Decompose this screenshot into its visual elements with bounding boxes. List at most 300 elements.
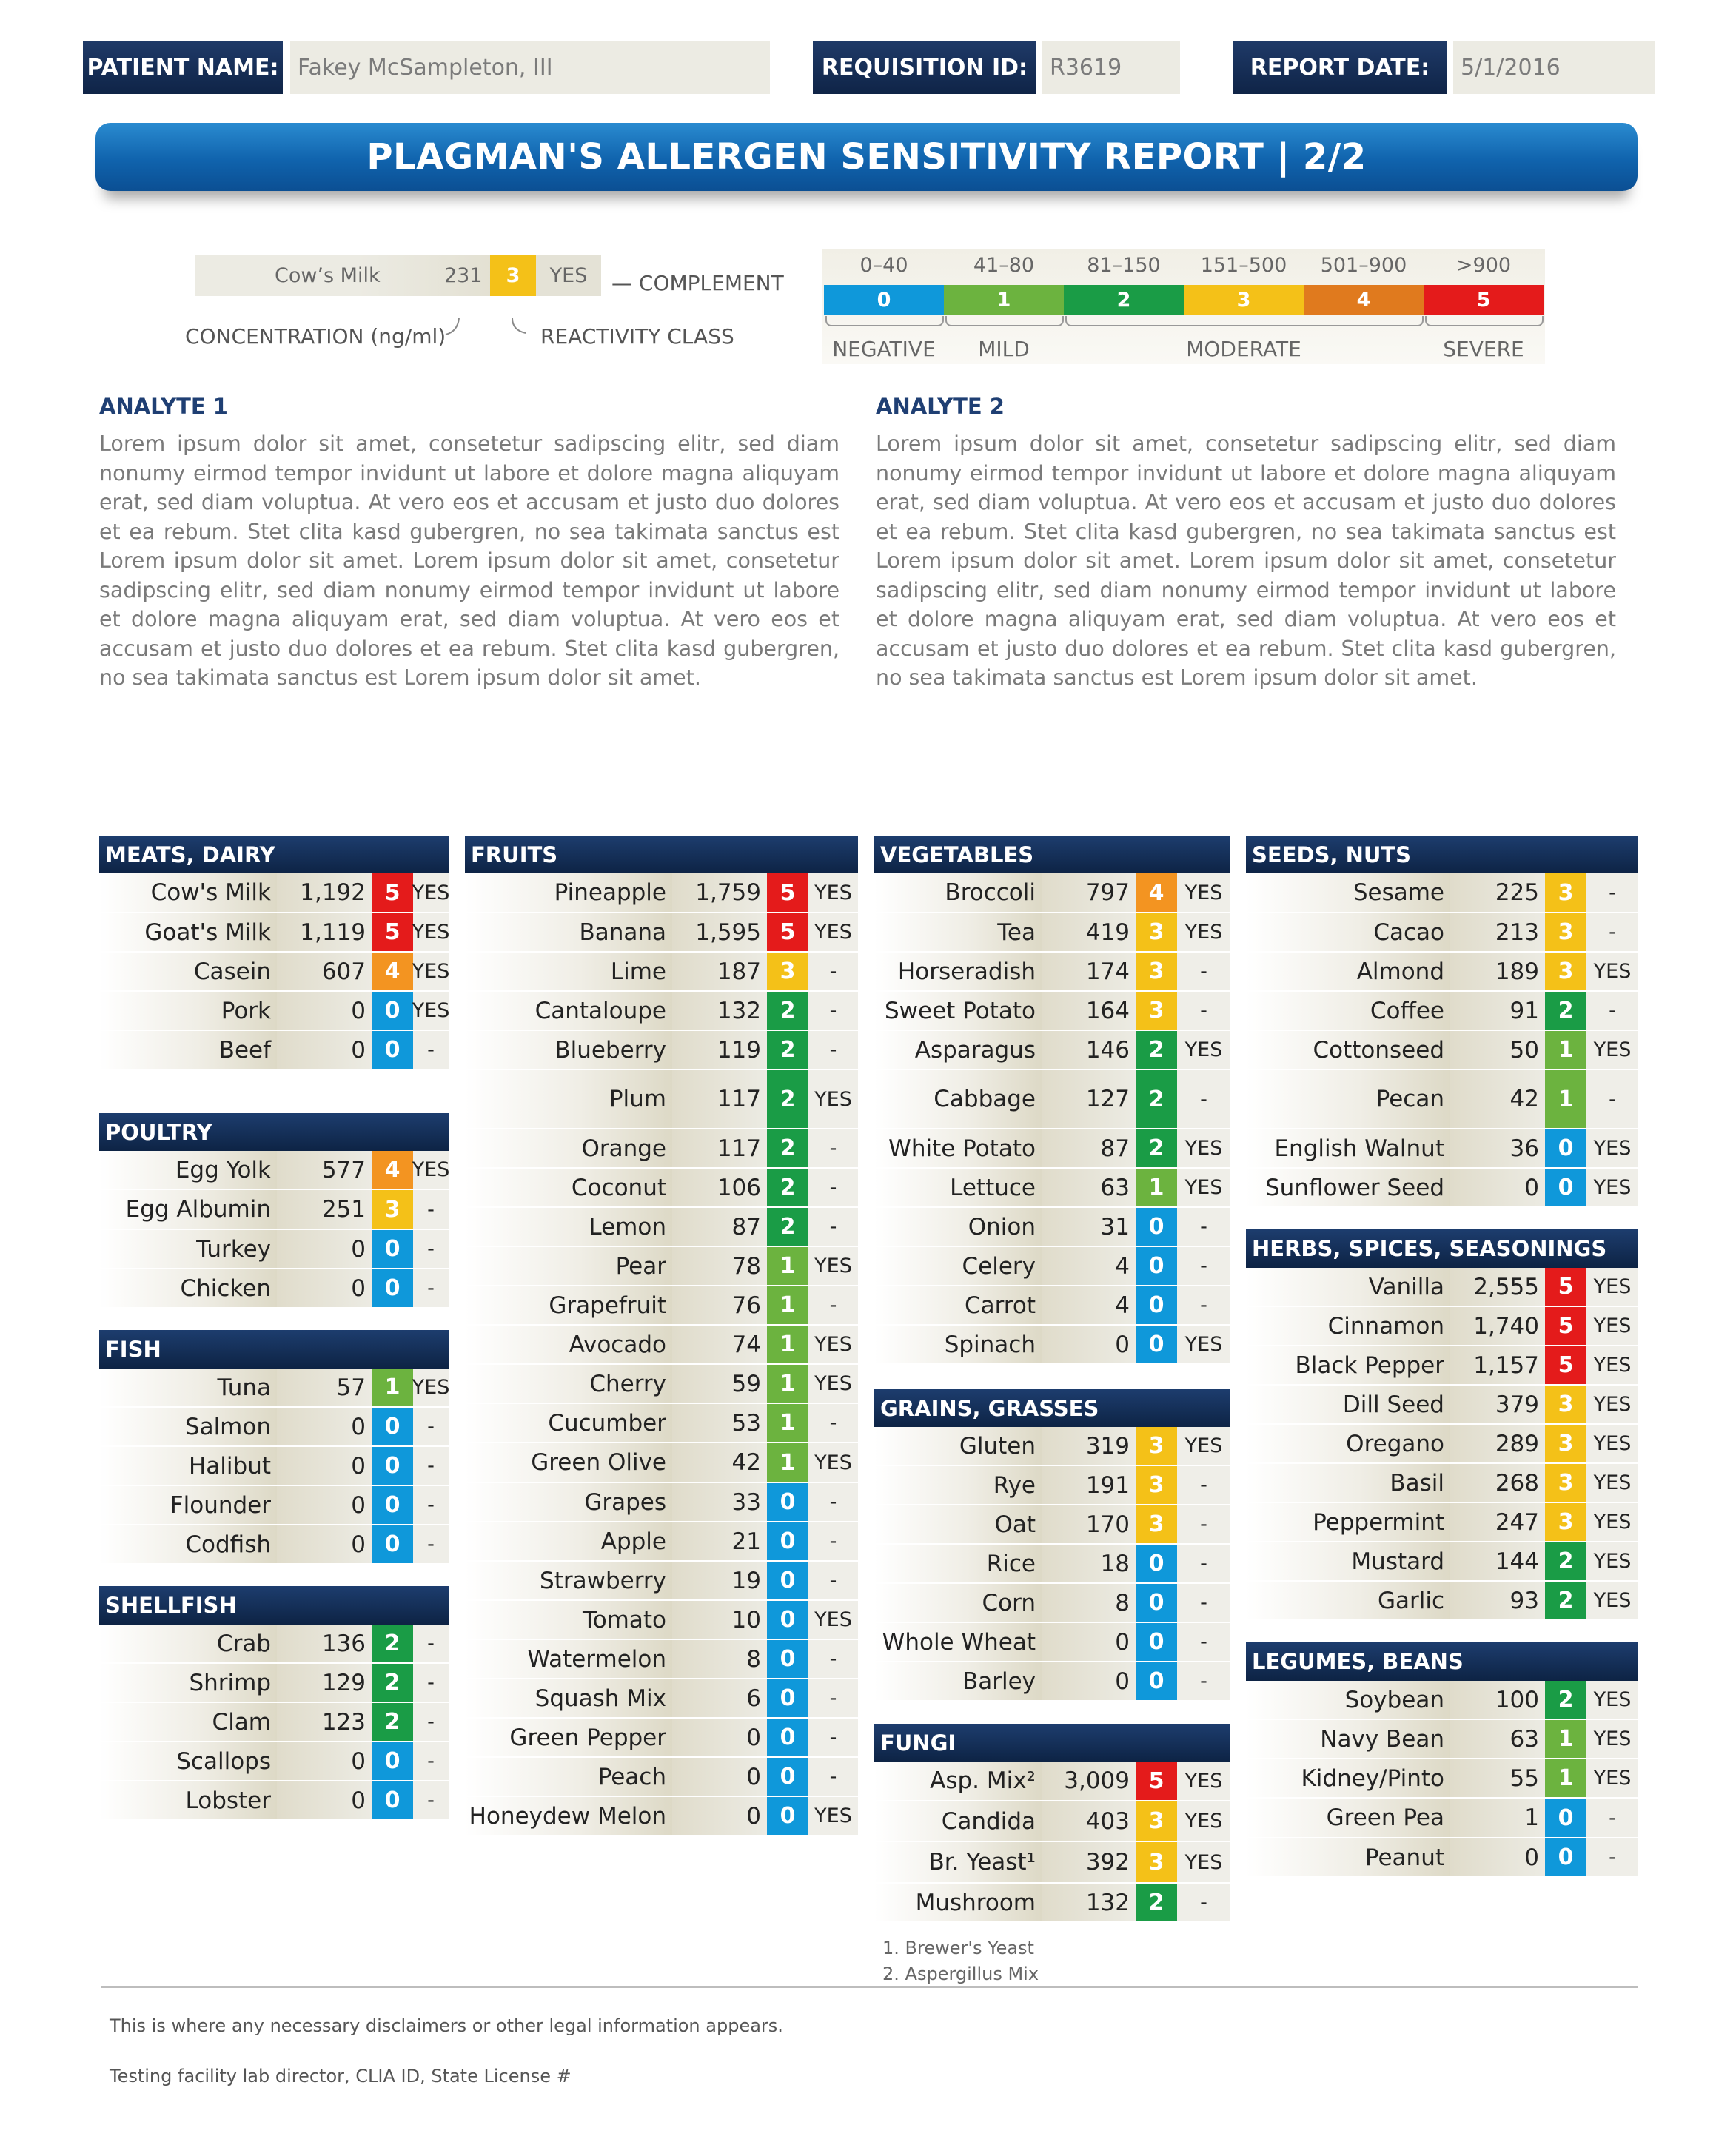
reactivity-class-badge: 1 — [1545, 1031, 1586, 1069]
complement-value: YES — [808, 1797, 858, 1835]
section-header-fish: FISH — [99, 1330, 449, 1369]
reactivity-class-badge: 0 — [372, 1269, 413, 1307]
complement-value: YES — [1177, 873, 1230, 912]
concentration-value: 403 — [1042, 1801, 1136, 1841]
reactivity-class-badge: 2 — [767, 1070, 808, 1128]
allergen-name: Cherry — [465, 1365, 672, 1403]
table-row — [1246, 1720, 1638, 1759]
table-row — [874, 1584, 1230, 1623]
complement-value: - — [808, 1522, 858, 1560]
table-row — [1246, 992, 1638, 1031]
table-row — [1246, 1425, 1638, 1464]
table-row — [465, 1070, 858, 1129]
table-row — [1246, 1464, 1638, 1503]
allergen-name: Almond — [1246, 953, 1450, 990]
allergen-name: Rye — [874, 1466, 1042, 1504]
allergen-name: Mustard — [1246, 1542, 1450, 1580]
legend-sample-conc: 231 — [444, 263, 483, 287]
concentration-value: 0 — [277, 1269, 372, 1307]
table-row — [1246, 1169, 1638, 1208]
complement-label: — COMPLEMENT — [611, 271, 784, 295]
reactivity-class-badge: 1 — [1136, 1169, 1177, 1206]
allergen-name: Tuna — [99, 1369, 277, 1406]
reactivity-class-badge: 5 — [372, 913, 413, 951]
concentration-value: 0 — [1042, 1326, 1136, 1363]
allergen-name: Green Pea — [1246, 1799, 1450, 1837]
allergen-name: Halibut — [99, 1447, 277, 1485]
range-label: 41–80 — [973, 254, 1035, 277]
reactivity-class-badge: 0 — [1136, 1584, 1177, 1622]
reactivity-class-badge: 3 — [767, 953, 808, 990]
table-row — [874, 873, 1230, 913]
concentration-value: 164 — [1042, 992, 1136, 1030]
reactivity-class-badge: 5 — [1545, 1346, 1586, 1384]
table-row — [99, 1664, 449, 1703]
concentration-value: 8 — [1042, 1584, 1136, 1622]
complement-value: - — [808, 1758, 858, 1796]
concentration-value: 0 — [672, 1797, 767, 1835]
reactivity-class-badge: 0 — [767, 1797, 808, 1835]
reactivity-class-badge: 3 — [1136, 1466, 1177, 1504]
complement-value: YES — [1586, 953, 1638, 990]
severe-brace — [1425, 316, 1544, 326]
allergen-name: Garlic — [1246, 1582, 1450, 1619]
allergen-name: Br. Yeast¹ — [874, 1842, 1042, 1882]
table-row — [99, 913, 449, 953]
allergen-name: Green Olive — [465, 1443, 672, 1482]
complement-value: - — [1177, 1070, 1230, 1128]
complement-value: - — [1177, 1208, 1230, 1246]
table-row — [874, 1247, 1230, 1286]
concentration-value: 106 — [672, 1169, 767, 1206]
class-swatch: 0 — [824, 285, 944, 315]
table-row — [465, 1129, 858, 1169]
complement-value: YES — [808, 913, 858, 951]
table-row — [465, 1522, 858, 1562]
table-row — [99, 1781, 449, 1821]
allergen-name: English Walnut — [1246, 1129, 1450, 1167]
reactivity-class-badge: 1 — [767, 1247, 808, 1285]
allergen-name: Cabbage — [874, 1070, 1042, 1128]
concentration-label: CONCENTRATION (ng/ml) — [185, 324, 446, 349]
complement-value: YES — [1586, 1759, 1638, 1797]
section-header-fungi: FUNGI — [874, 1724, 1230, 1762]
legend-pointer-lines — [437, 311, 548, 340]
reactivity-class-badge: 3 — [1136, 913, 1177, 951]
allergen-name: Cottonseed — [1246, 1031, 1450, 1069]
allergen-name: Onion — [874, 1208, 1042, 1246]
table-row — [99, 1408, 449, 1447]
reactivity-class-badge: 5 — [1545, 1268, 1586, 1306]
reactivity-class-badge: 0 — [372, 992, 413, 1030]
negative-brace — [825, 316, 944, 326]
complement-value: - — [1177, 1545, 1230, 1582]
allergen-name: Corn — [874, 1584, 1042, 1622]
complement-value: - — [413, 1486, 449, 1524]
complement-value: - — [1177, 1286, 1230, 1324]
allergen-name: Horseradish — [874, 953, 1042, 990]
complement-value: YES — [808, 1443, 858, 1482]
allergen-name: Egg Yolk — [99, 1151, 277, 1189]
reactivity-class-badge: 4 — [372, 953, 413, 990]
complement-value: YES — [1586, 1720, 1638, 1758]
complement-value: YES — [1177, 1842, 1230, 1882]
class-swatch: 3 — [1184, 285, 1304, 315]
complement-value: YES — [1177, 1326, 1230, 1363]
complement-value: YES — [1586, 1542, 1638, 1580]
allergen-name: Turkey — [99, 1230, 277, 1268]
table-row — [1246, 1129, 1638, 1169]
table-row — [465, 1247, 858, 1286]
concentration-value: 0 — [1042, 1662, 1136, 1700]
concentration-value: 225 — [1450, 873, 1545, 912]
concentration-value: 392 — [1042, 1842, 1136, 1882]
reactivity-class-badge: 3 — [1545, 953, 1586, 990]
table-row — [465, 1326, 858, 1365]
reactivity-class-badge: 1 — [1545, 1759, 1586, 1797]
complement-value: - — [413, 1031, 449, 1069]
table-row — [1246, 1346, 1638, 1386]
allergen-name: Whole Wheat — [874, 1623, 1042, 1661]
complement-value: - — [808, 1679, 858, 1717]
lab-director-info: Testing facility lab director, CLIA ID, State License # — [110, 2066, 572, 2086]
concentration-value: 1 — [1450, 1799, 1545, 1837]
complement-value: YES — [808, 1070, 858, 1128]
allergen-name: Lettuce — [874, 1169, 1042, 1206]
complement-value: - — [808, 953, 858, 990]
table-row — [1246, 1307, 1638, 1346]
reactivity-class-badge: 0 — [1136, 1286, 1177, 1324]
complement-value: YES — [1586, 1386, 1638, 1423]
concentration-value: 0 — [277, 992, 372, 1030]
reactivity-class-badge: 0 — [372, 1447, 413, 1485]
severity-moderate: MODERATE — [1186, 337, 1301, 361]
concentration-value: 2,555 — [1450, 1268, 1545, 1306]
complement-value: - — [808, 1129, 858, 1167]
table-row — [99, 1269, 449, 1309]
table-row — [1246, 1386, 1638, 1425]
complement-value: YES — [1177, 1129, 1230, 1167]
allergen-name: Celery — [874, 1247, 1042, 1285]
allergen-name: Watermelon — [465, 1640, 672, 1678]
allergen-name: Oat — [874, 1505, 1042, 1543]
concentration-value: 0 — [1042, 1623, 1136, 1661]
reactivity-class-badge: 0 — [1136, 1545, 1177, 1582]
concentration-value: 1,157 — [1450, 1346, 1545, 1384]
complement-value: - — [1586, 992, 1638, 1030]
concentration-value: 18 — [1042, 1545, 1136, 1582]
table-row — [99, 1230, 449, 1269]
concentration-value: 213 — [1450, 913, 1545, 951]
allergen-name: Cacao — [1246, 913, 1450, 951]
allergen-name: Coffee — [1246, 992, 1450, 1030]
concentration-value: 797 — [1042, 873, 1136, 912]
reactivity-class-badge: 1 — [1545, 1720, 1586, 1758]
concentration-value: 251 — [277, 1190, 372, 1229]
complement-value: YES — [413, 913, 449, 951]
table-row — [99, 1486, 449, 1525]
complement-value: YES — [1586, 1681, 1638, 1719]
concentration-value: 247 — [1450, 1503, 1545, 1541]
mild-brace — [945, 316, 1064, 326]
reactivity-class-badge: 0 — [767, 1562, 808, 1599]
concentration-value: 63 — [1450, 1720, 1545, 1758]
complement-value: - — [808, 1286, 858, 1324]
allergen-name: Cucumber — [465, 1404, 672, 1442]
table-row — [99, 1525, 449, 1565]
concentration-value: 289 — [1450, 1425, 1545, 1462]
table-row — [1246, 1838, 1638, 1878]
table-row — [99, 1031, 449, 1070]
allergen-name: White Potato — [874, 1129, 1042, 1167]
complement-value: - — [413, 1408, 449, 1445]
reactivity-pointer — [512, 318, 526, 333]
legal-disclaimer: This is where any necessary disclaimers or other legal information appears. — [110, 2015, 783, 2036]
allergen-name: Peach — [465, 1758, 672, 1796]
complement-value: - — [1177, 1466, 1230, 1504]
reactivity-class-badge: 0 — [372, 1031, 413, 1069]
complement-value: YES — [1177, 1031, 1230, 1069]
reactivity-class-badge: 0 — [1545, 1838, 1586, 1876]
complement-value: YES — [1177, 1762, 1230, 1800]
allergen-name: Banana — [465, 913, 672, 951]
table-row — [465, 1679, 858, 1719]
report-date-value: 5/1/2016 — [1453, 41, 1655, 94]
reactivity-class-badge: 3 — [1136, 1801, 1177, 1841]
concentration-value: 78 — [672, 1247, 767, 1285]
complement-value: - — [413, 1742, 449, 1780]
concentration-value: 170 — [1042, 1505, 1136, 1543]
concentration-value: 144 — [1450, 1542, 1545, 1580]
reactivity-class-badge: 3 — [1136, 953, 1177, 990]
table-row — [99, 1625, 449, 1664]
concentration-value: 4 — [1042, 1286, 1136, 1324]
allergen-name: Lobster — [99, 1781, 277, 1819]
footnote-brewers-yeast: 1. Brewer's Yeast — [882, 1938, 1034, 1958]
legend-sample-class: 3 — [490, 255, 536, 296]
concentration-value: 63 — [1042, 1169, 1136, 1206]
reactivity-class-badge: 2 — [767, 1208, 808, 1246]
reactivity-class-badge: 0 — [1545, 1129, 1586, 1167]
allergen-name: Dill Seed — [1246, 1386, 1450, 1423]
concentration-value: 0 — [277, 1408, 372, 1445]
allergen-name: Salmon — [99, 1408, 277, 1445]
reactivity-class-badge: 1 — [372, 1369, 413, 1406]
allergen-name: Pear — [465, 1247, 672, 1285]
reactivity-class-badge: 0 — [767, 1483, 808, 1521]
table-row — [1246, 1268, 1638, 1307]
allergen-name: Avocado — [465, 1326, 672, 1363]
reactivity-class-badge: 0 — [372, 1525, 413, 1563]
section-header-vegetables: VEGETABLES — [874, 836, 1230, 874]
concentration-value: 42 — [672, 1443, 767, 1482]
table-row — [874, 1762, 1230, 1801]
complement-value: - — [808, 1208, 858, 1246]
complement-value: YES — [808, 1365, 858, 1403]
allergen-name: Honeydew Melon — [465, 1797, 672, 1835]
table-row — [874, 1427, 1230, 1466]
concentration-value: 132 — [1042, 1884, 1136, 1921]
reactivity-class-badge: 0 — [1545, 1169, 1586, 1206]
complement-value: YES — [1177, 913, 1230, 951]
table-row — [465, 953, 858, 992]
allergen-name: Grapefruit — [465, 1286, 672, 1324]
allergen-name: Beef — [99, 1031, 277, 1069]
complement-value: - — [1177, 1505, 1230, 1543]
severity-negative: NEGATIVE — [832, 337, 936, 361]
concentration-value: 21 — [672, 1522, 767, 1560]
table-row — [99, 992, 449, 1031]
reactivity-class-badge: 0 — [1136, 1208, 1177, 1246]
reactivity-class-badge: 5 — [372, 873, 413, 912]
allergen-name: Broccoli — [874, 873, 1042, 912]
complement-value: YES — [413, 992, 449, 1030]
complement-value: - — [1586, 1799, 1638, 1837]
complement-value: YES — [1586, 1129, 1638, 1167]
complement-value: - — [413, 1190, 449, 1229]
complement-value: - — [808, 1719, 858, 1756]
reactivity-class-badge: 0 — [372, 1781, 413, 1819]
concentration-value: 0 — [672, 1719, 767, 1756]
concentration-value: 93 — [1450, 1582, 1545, 1619]
table-row — [1246, 1031, 1638, 1070]
table-row — [874, 1208, 1230, 1247]
concentration-value: 379 — [1450, 1386, 1545, 1423]
concentration-value: 4 — [1042, 1247, 1136, 1285]
table-row — [465, 1719, 858, 1758]
concentration-pointer — [446, 318, 459, 335]
allergen-name: Sunflower Seed — [1246, 1169, 1450, 1206]
reactivity-class-badge: 2 — [1136, 1884, 1177, 1921]
concentration-value: 0 — [277, 1447, 372, 1485]
table-row — [99, 1447, 449, 1486]
table-row — [465, 1404, 858, 1443]
analyte-2-body: Lorem ipsum dolor sit amet, consetetur sadipscing elitr, sed diam nonumy eirmod tempor invidunt ut labore et dolore magna aliquyam erat, sed diam voluptua. At vero eos et accusam et justo duo dolores et ea rebum. Stet clita kasd gubergren, no sea takimata sanctus est Lorem ipsum dolor sit amet. Lorem ipsum dolor sit amet, consetetur sadipscing elitr, sed diam nonumy eirmod tempor invidunt ut labore et dolore magna aliquyam erat, sed diam voluptua. At vero eos et accusam et justo duo dolores et ea rebum. Stet clita kasd gubergren, no sea takimata sanctus est Lorem ipsum dolor sit amet. — [876, 431, 1616, 690]
table-row — [465, 1031, 858, 1070]
complement-value: - — [413, 1625, 449, 1662]
table-row — [874, 1623, 1230, 1662]
allergen-name: Apple — [465, 1522, 672, 1560]
concentration-value: 0 — [277, 1031, 372, 1069]
table-row — [874, 1070, 1230, 1129]
reactivity-class-badge: 5 — [1136, 1762, 1177, 1800]
allergen-name: Basil — [1246, 1464, 1450, 1502]
table-row — [874, 1466, 1230, 1505]
reactivity-class-badge: 0 — [1545, 1799, 1586, 1837]
reactivity-class-badge: 2 — [372, 1664, 413, 1702]
section-header-grains-grasses: GRAINS, GRASSES — [874, 1389, 1230, 1428]
concentration-value: 0 — [277, 1742, 372, 1780]
concentration-value: 146 — [1042, 1031, 1136, 1069]
concentration-value: 117 — [672, 1129, 767, 1167]
table-row — [1246, 1542, 1638, 1582]
concentration-value: 191 — [1042, 1466, 1136, 1504]
allergen-name: Black Pepper — [1246, 1346, 1450, 1384]
reactivity-class-badge: 1 — [1545, 1070, 1586, 1128]
footnote-aspergillus-mix: 2. Aspergillus Mix — [882, 1964, 1039, 1984]
reactivity-class-badge: 0 — [767, 1640, 808, 1678]
concentration-value: 6 — [672, 1679, 767, 1717]
allergen-name: Soybean — [1246, 1681, 1450, 1719]
reactivity-class-badge: 2 — [1136, 1129, 1177, 1167]
reactivity-class-badge: 0 — [767, 1679, 808, 1717]
reactivity-class-badge: 3 — [1545, 1425, 1586, 1462]
allergen-name: Grapes — [465, 1483, 672, 1521]
table-row — [874, 1505, 1230, 1545]
allergen-name: Oregano — [1246, 1425, 1450, 1462]
allergen-name: Lime — [465, 953, 672, 990]
allergen-name: Lemon — [465, 1208, 672, 1246]
table-row — [1246, 1070, 1638, 1129]
range-label: 0–40 — [859, 254, 908, 277]
reactivity-class-badge: 2 — [1136, 1031, 1177, 1069]
reactivity-class-badge: 0 — [767, 1522, 808, 1560]
complement-value: YES — [1177, 1801, 1230, 1841]
reactivity-class-badge: 3 — [1545, 873, 1586, 912]
reactivity-class-badge: 0 — [767, 1601, 808, 1639]
allergen-name: Clam — [99, 1703, 277, 1741]
concentration-value: 3,009 — [1042, 1762, 1136, 1800]
table-row — [99, 1369, 449, 1408]
reactivity-class-badge: 3 — [1136, 1842, 1177, 1882]
table-row — [874, 1326, 1230, 1365]
complement-value: YES — [1586, 1582, 1638, 1619]
table-row — [874, 1801, 1230, 1842]
complement-value: YES — [1177, 1427, 1230, 1465]
table-row — [465, 1286, 858, 1326]
allergen-name: Scallops — [99, 1742, 277, 1780]
complement-value: YES — [1586, 1425, 1638, 1462]
moderate-brace — [1065, 316, 1424, 326]
allergen-name: Peanut — [1246, 1838, 1450, 1876]
table-row — [1246, 953, 1638, 992]
allergen-name: Orange — [465, 1129, 672, 1167]
requisition-id-label: REQUISITION ID: — [813, 41, 1036, 94]
complement-value: - — [1177, 953, 1230, 990]
allergen-name: Pineapple — [465, 873, 672, 912]
range-label: >900 — [1455, 254, 1512, 277]
reactivity-class-badge: 4 — [1136, 873, 1177, 912]
analyte-2-title: ANALYTE 2 — [876, 394, 1005, 419]
table-row — [465, 1601, 858, 1640]
complement-value: YES — [413, 1151, 449, 1189]
complement-value: YES — [1586, 1268, 1638, 1306]
reactivity-class-badge: 1 — [767, 1443, 808, 1482]
concentration-value: 10 — [672, 1601, 767, 1639]
concentration-value: 33 — [672, 1483, 767, 1521]
footer-divider — [101, 1986, 1638, 1988]
concentration-value: 119 — [672, 1031, 767, 1069]
allergen-name: Sweet Potato — [874, 992, 1042, 1030]
concentration-value: 1,595 — [672, 913, 767, 951]
allergen-name: Codfish — [99, 1525, 277, 1563]
table-row — [874, 1662, 1230, 1702]
table-row — [874, 1884, 1230, 1923]
complement-value: YES — [1586, 1464, 1638, 1502]
concentration-value: 189 — [1450, 953, 1545, 990]
concentration-value: 57 — [277, 1369, 372, 1406]
concentration-value: 55 — [1450, 1759, 1545, 1797]
reactivity-class-badge: 2 — [767, 1031, 808, 1069]
table-row — [1246, 1799, 1638, 1838]
table-row — [99, 873, 449, 913]
allergen-name: Cinnamon — [1246, 1307, 1450, 1345]
allergen-name: Asparagus — [874, 1031, 1042, 1069]
reactivity-class-badge: 2 — [1545, 1582, 1586, 1619]
table-row — [1246, 1681, 1638, 1720]
concentration-value: 0 — [277, 1781, 372, 1819]
reactivity-class-badge: 2 — [1545, 1542, 1586, 1580]
